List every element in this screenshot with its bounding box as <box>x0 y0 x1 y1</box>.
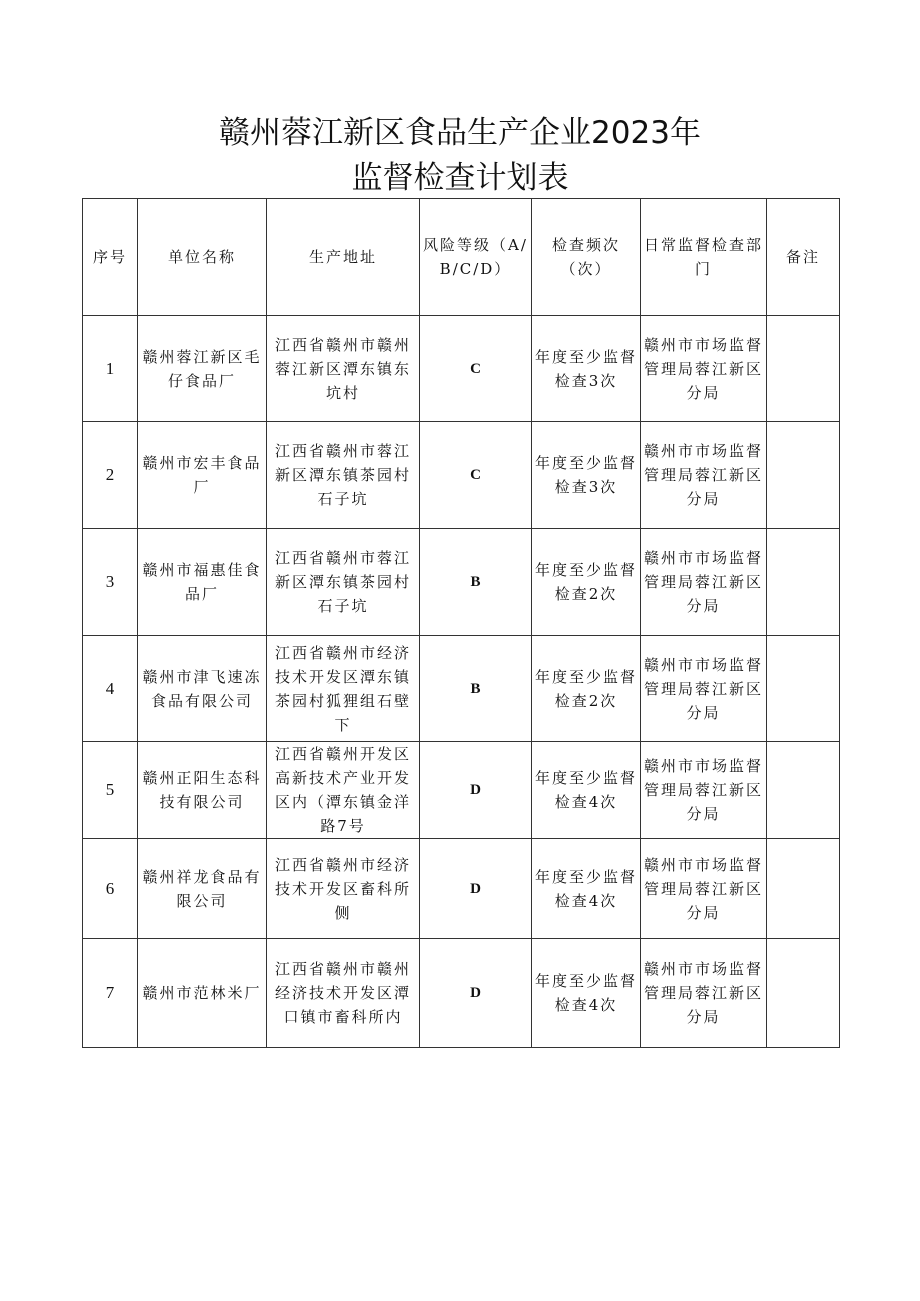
row-number: 1 <box>83 316 138 422</box>
company-name: 赣州市范林米厂 <box>138 939 267 1048</box>
department: 赣州市市场监督管理局蓉江新区分局 <box>641 316 767 422</box>
header-department: 日常监督检查部门 <box>641 199 767 316</box>
inspection-plan-table <box>82 198 840 1048</box>
inspection-frequency: 年度至少监督检查2次 <box>532 636 641 742</box>
note <box>767 316 840 422</box>
row-number: 4 <box>83 636 138 742</box>
company-name: 赣州正阳生态科技有限公司 <box>138 742 267 839</box>
table-row <box>83 529 840 636</box>
address: 江西省赣州市赣州蓉江新区潭东镇东坑村 <box>267 316 420 422</box>
document-title-line2: 监督检查计划表 <box>351 160 569 196</box>
risk-level: B <box>420 636 532 742</box>
row-number: 2 <box>83 422 138 529</box>
table-row <box>83 316 840 422</box>
note <box>767 422 840 529</box>
header-note: 备注 <box>767 199 840 316</box>
inspection-frequency: 年度至少监督检查3次 <box>532 422 641 529</box>
address: 江西省赣州市赣州经济技术开发区潭口镇市畜科所内 <box>267 939 420 1048</box>
note <box>767 742 840 839</box>
company-name: 赣州祥龙食品有限公司 <box>138 839 267 939</box>
row-number: 6 <box>83 839 138 939</box>
company-name: 赣州市福惠佳食品厂 <box>138 529 267 636</box>
risk-level: D <box>420 839 532 939</box>
header-frequency: 检查频次（次） <box>532 199 641 316</box>
inspection-frequency: 年度至少监督检查2次 <box>532 529 641 636</box>
inspection-frequency: 年度至少监督检查4次 <box>532 939 641 1048</box>
header-name: 单位名称 <box>138 199 267 316</box>
note <box>767 636 840 742</box>
row-number: 3 <box>83 529 138 636</box>
inspection-frequency: 年度至少监督检查4次 <box>532 742 641 839</box>
inspection-frequency: 年度至少监督检查4次 <box>532 839 641 939</box>
risk-level: C <box>420 316 532 422</box>
risk-level: D <box>420 742 532 839</box>
note <box>767 529 840 636</box>
department: 赣州市市场监督管理局蓉江新区分局 <box>641 939 767 1048</box>
inspection-frequency: 年度至少监督检查3次 <box>532 316 641 422</box>
address: 江西省赣州开发区高新技术产业开发区内（潭东镇金洋路7号 <box>267 742 420 839</box>
address: 江西省赣州市蓉江新区潭东镇茶园村石子坑 <box>267 529 420 636</box>
company-name: 赣州市宏丰食品厂 <box>138 422 267 529</box>
department: 赣州市市场监督管理局蓉江新区分局 <box>641 422 767 529</box>
address: 江西省赣州市蓉江新区潭东镇茶园村石子坑 <box>267 422 420 529</box>
document-title-line1: 赣州蓉江新区食品生产企业2023年 <box>219 115 701 151</box>
table-row <box>83 422 840 529</box>
row-number: 5 <box>83 742 138 839</box>
note <box>767 839 840 939</box>
department: 赣州市市场监督管理局蓉江新区分局 <box>641 742 767 839</box>
note <box>767 939 840 1048</box>
risk-level: B <box>420 529 532 636</box>
department: 赣州市市场监督管理局蓉江新区分局 <box>641 636 767 742</box>
header-risk: 风险等级（A/B/C/D） <box>420 199 532 316</box>
header-no: 序号 <box>83 199 138 316</box>
table-row <box>83 839 840 939</box>
department: 赣州市市场监督管理局蓉江新区分局 <box>641 839 767 939</box>
address: 江西省赣州市经济技术开发区潭东镇茶园村狐狸组石壁下 <box>267 636 420 742</box>
company-name: 赣州蓉江新区毛仔食品厂 <box>138 316 267 422</box>
table-row <box>83 742 840 839</box>
header-address: 生产地址 <box>267 199 420 316</box>
risk-level: C <box>420 422 532 529</box>
department: 赣州市市场监督管理局蓉江新区分局 <box>641 529 767 636</box>
table-header-row <box>83 199 840 316</box>
table-row <box>83 636 840 742</box>
company-name: 赣州市津飞速冻食品有限公司 <box>138 636 267 742</box>
address: 江西省赣州市经济技术开发区畜科所侧 <box>267 839 420 939</box>
row-number: 7 <box>83 939 138 1048</box>
table-row <box>83 939 840 1048</box>
risk-level: D <box>420 939 532 1048</box>
